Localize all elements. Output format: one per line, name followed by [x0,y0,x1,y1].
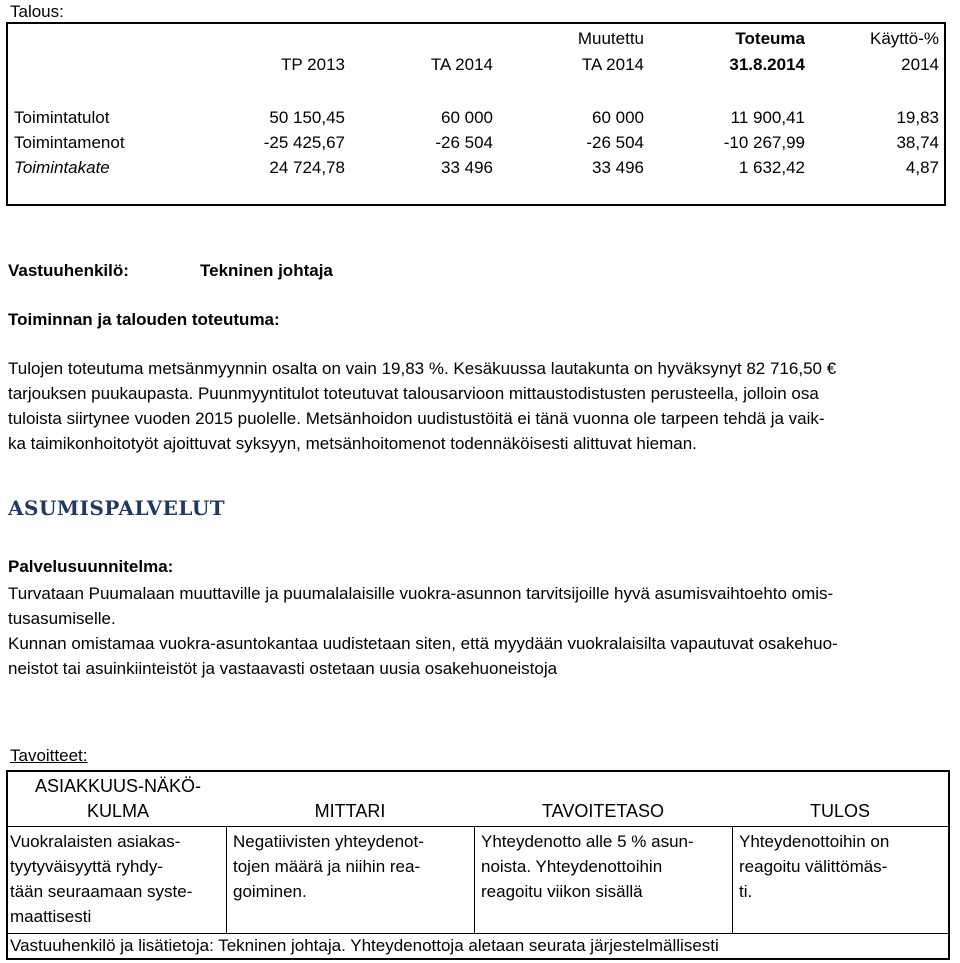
goals-cell-tavoitetaso [481,829,694,904]
cell-toteuma: 11 900,41 [730,108,805,127]
goals-footer: Vastuuhenkilö ja lisätietoja: Tekninen johtaja. Yhteydenottoja aletaan seurata järjestelmällisesti [10,936,719,955]
goals-header-mittari: MITTARI [314,801,386,821]
cell-line: tyytyväisyyttä ryhdy- [10,857,164,876]
responsible-value: Tekninen johtaja [200,261,333,280]
goals-header-tulos: TULOS [809,801,870,821]
paragraph-line: tusasumiselle. [8,609,116,628]
section-title: ASUMISPALVELUT [8,496,226,520]
cell-kaytto: 4,87 [905,158,939,177]
paragraph-line: tarjouksen puukaupasta. Puunmyyntitulot toteutuvat talousarvioon mittaustodistusten perusteella, jolloin osa [8,384,819,403]
cell-line: Yhteydenotto alle 5 % asun- [481,832,694,851]
row-label-toimintamenot: Toimintamenot [14,133,125,152]
paragraph-line: neistot tai asuinkiinteistöt ja vastaavasti ostetaan uusia osakehuoneistoja [8,659,558,678]
row-label-toimintatulot: Toimintatulot [14,108,110,127]
goals-cell-tulos [739,829,889,904]
cell-kaytto: 19,83 [896,108,939,127]
cell-tp2013: 24 724,78 [269,158,345,177]
goals-header-asiakkuus-l1: ASIAKKUUS-NÄKÖ- [34,776,202,796]
cell-line: noista. Yhteydenottoihin [481,857,663,876]
cell-line: maattisesti [10,907,92,926]
cell-line: Vuokralaisten asiakas- [10,832,181,851]
cell-line: tään seuraamaan syste- [10,882,193,901]
col-divider [226,826,227,933]
responsible-label: Vastuuhenkilö: [8,261,129,280]
header-ta2014: TA 2014 [430,55,493,74]
palvelu-paragraph [8,581,948,681]
goals-header-asiakkuus-l2: KULMA [86,801,149,821]
palvelusuunnitelma-label: Palvelusuunnitelma: [8,557,174,576]
row-label-toimintakate: Toimintakate [14,158,110,177]
cell-muutettu: 33 496 [592,158,644,177]
cell-line: Yhteydenottoihin on [739,832,890,851]
toteutuma-label: Toiminnan ja talouden toteutuma: [8,310,280,329]
cell-muutettu: 60 000 [592,108,644,127]
col-divider [732,826,733,933]
row-divider [6,826,950,827]
goals-header-tavoitetaso: TAVOITETASO [541,801,664,821]
cell-line: reagoitu viikon sisällä [481,882,643,901]
paragraph-line: Kunnan omistamaa vuokra-asuntokantaa uudistetaan siten, että myydään vuokralaisilta vapautuvat osakehuo- [8,634,838,653]
cell-line: ti. [739,882,753,901]
cell-tp2013: -25 425,67 [263,133,345,152]
cell-line: reagoitu välittömäs- [739,857,888,876]
goals-cell-mittari [233,829,424,904]
header-muutettu-l2: TA 2014 [581,55,644,74]
header-toteuma-l1: Toteuma [735,29,805,48]
header-tp2013: TP 2013 [281,55,345,74]
cell-line: tojen määrä ja niihin rea- [233,857,421,876]
talous-label: Talous: [10,2,64,21]
toteutuma-paragraph [8,356,948,456]
cell-line: Negatiivisten yhteydenot- [233,832,424,851]
col-divider [474,826,475,933]
cell-ta2014: 60 000 [441,108,493,127]
cell-kaytto: 38,74 [896,133,939,152]
header-kaytto-l2: 2014 [901,55,939,74]
paragraph-line: tuloista siirtynee vuoden 2015 puolelle. Metsänhoidon uudistustöitä ei tänä vuonna ole tarpeen tehdä ja vaik- [8,409,825,428]
header-kaytto-l1: Käyttö-% [870,29,939,48]
goals-cell-asiakkuus [10,829,192,929]
cell-toteuma: 1 632,42 [738,158,805,177]
cell-line: goiminen. [233,882,307,901]
header-toteuma-l2: 31.8.2014 [729,55,805,74]
cell-ta2014: 33 496 [441,158,493,177]
paragraph-line: Tulojen toteutuma metsänmyynnin osalta on vain 19,83 %. Kesäkuussa lautakunta on hyväksynyt 82 716,50 € [8,359,837,378]
header-muutettu-l1: Muutettu [577,29,644,48]
cell-toteuma: -10 267,99 [723,133,805,152]
paragraph-line: ka taimikonhoitotyöt ajoittuvat syksyyn, metsänhoitomenot todennäköisesti alittuvat hieman. [8,434,697,453]
cell-ta2014: -26 504 [435,133,493,152]
cell-muutettu: -26 504 [586,133,644,152]
tavoitteet-label: Tavoitteet: [10,746,88,765]
paragraph-line: Turvataan Puumalaan muuttaville ja puumalalaisille vuokra-asunnon tarvitsijoille hyvä asumisvaihtoehto omis- [8,584,834,603]
cell-tp2013: 50 150,45 [269,108,345,127]
